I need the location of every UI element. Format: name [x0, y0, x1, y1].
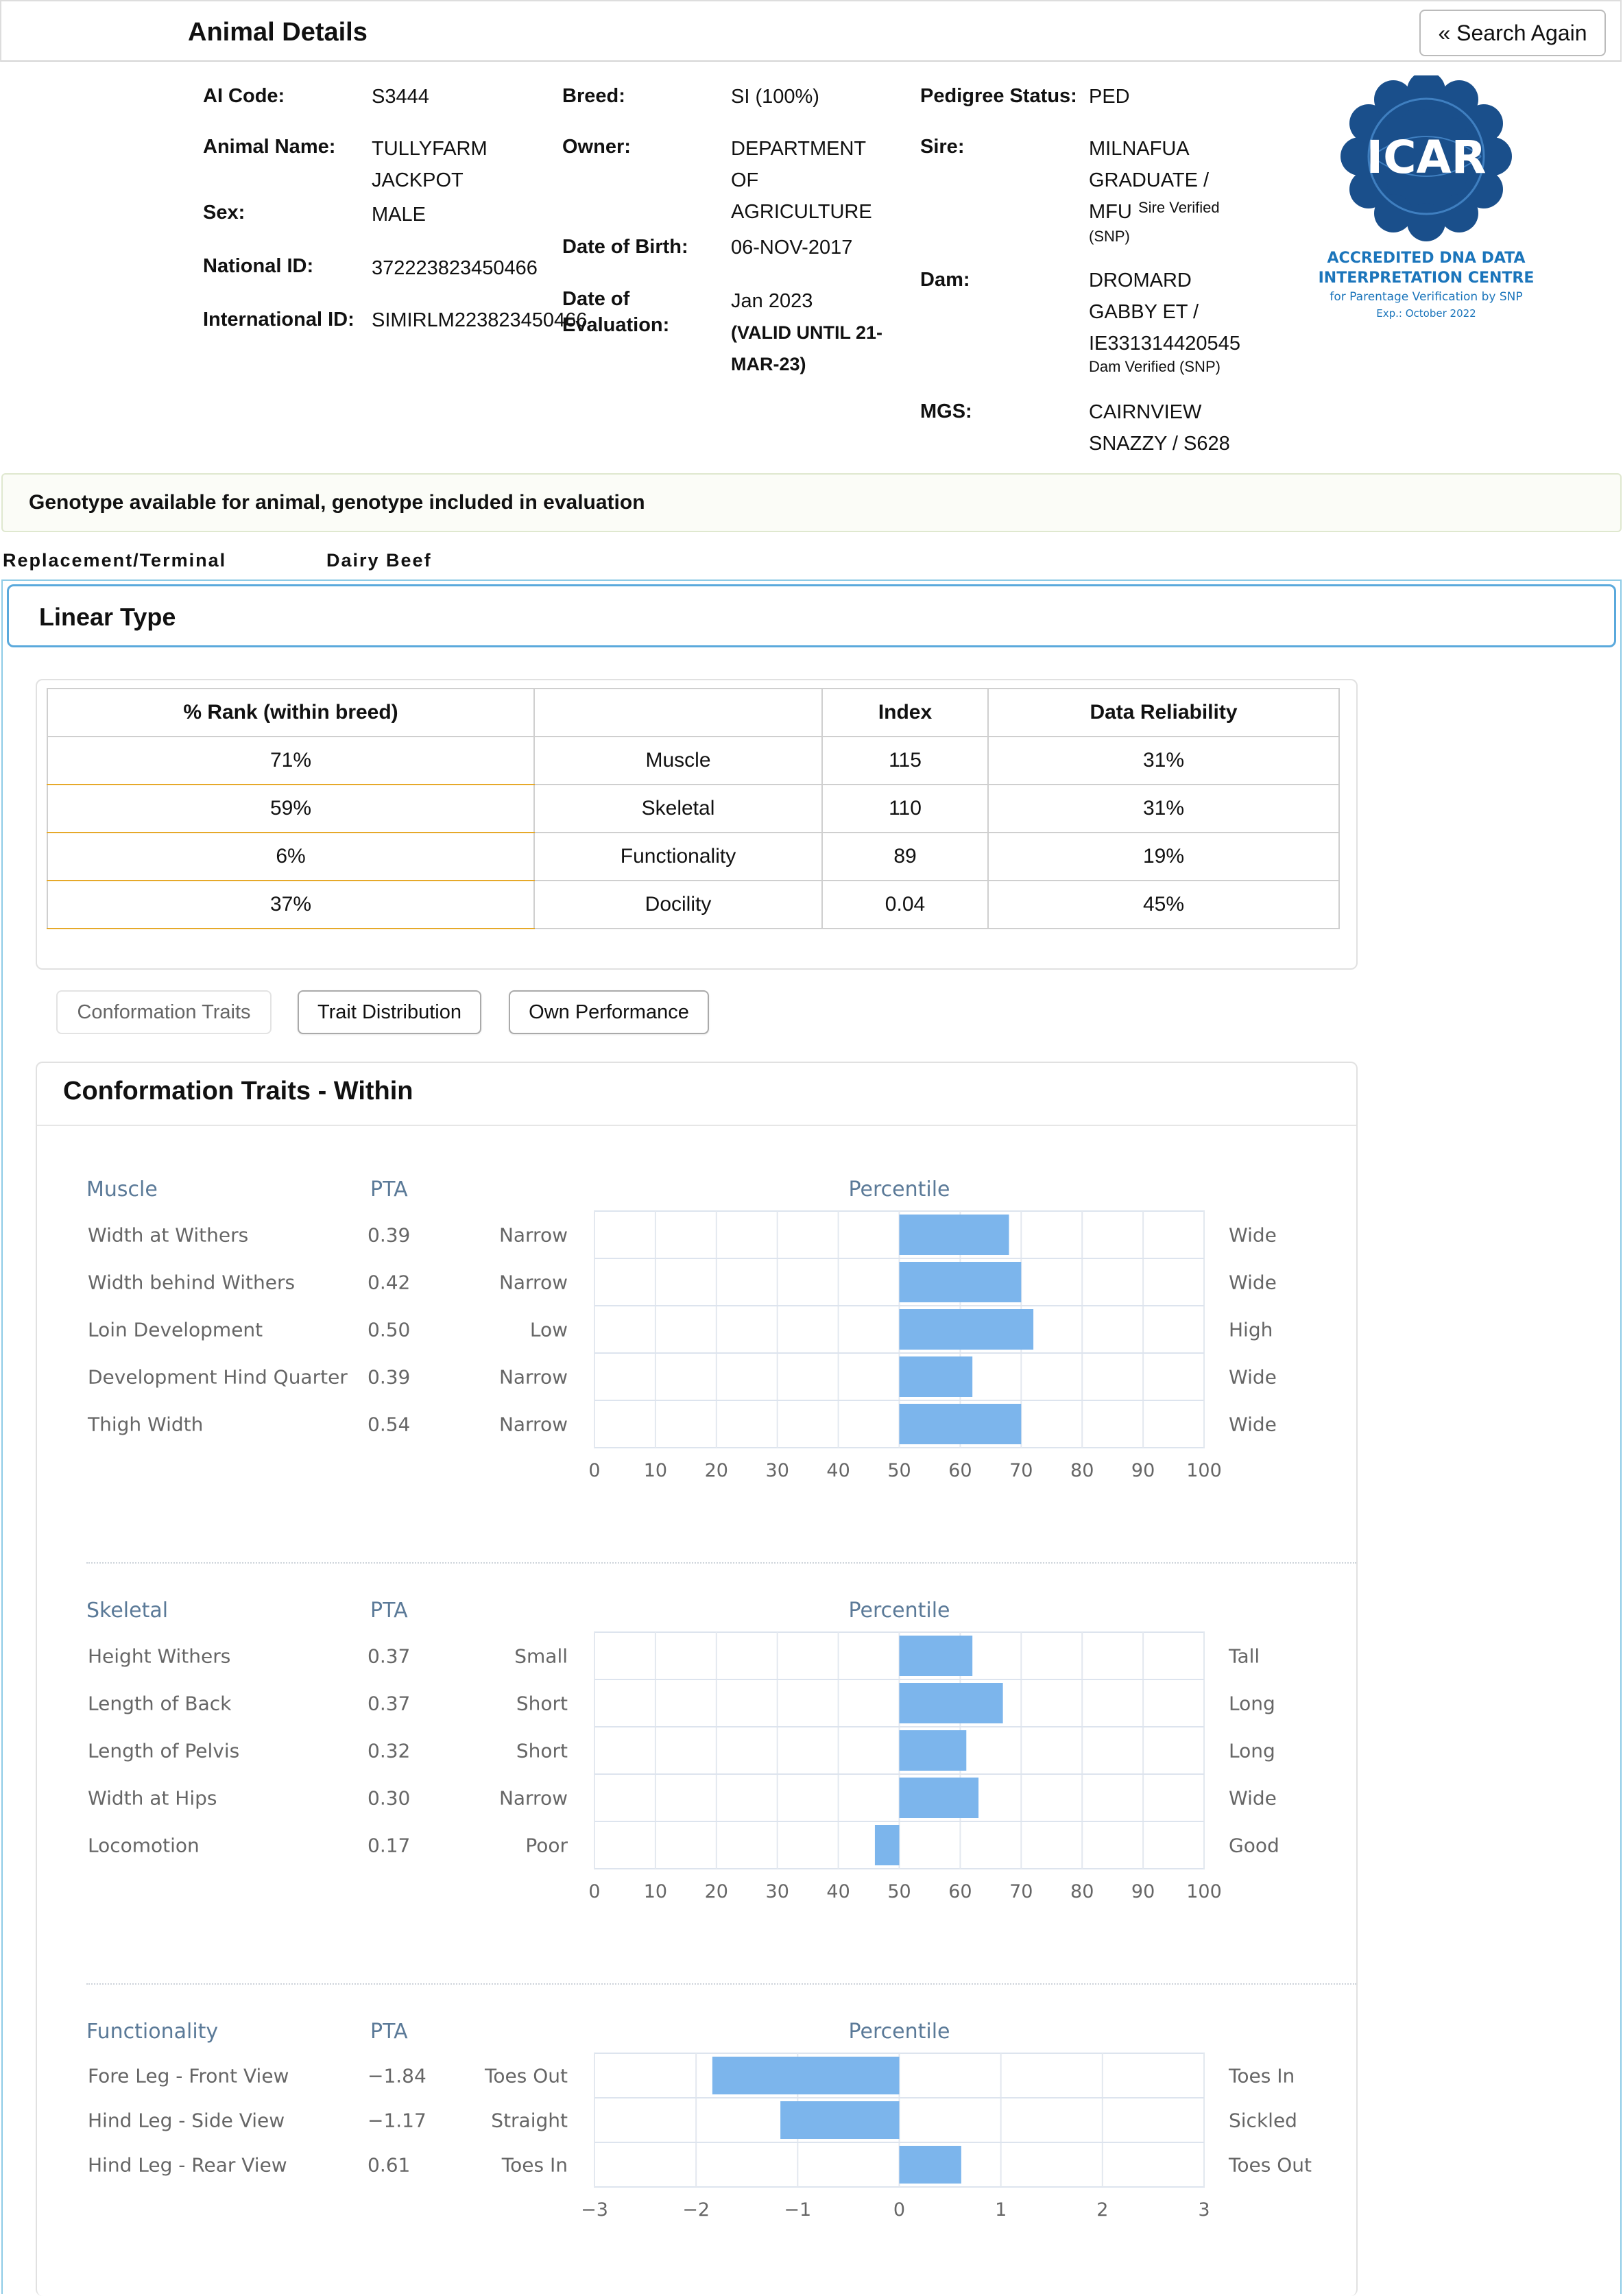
dam-line1: DROMARD [1089, 270, 1192, 291]
pta-value: 0.61 [368, 2153, 411, 2177]
conformation-title: Conformation Traits - Within [63, 1077, 413, 1105]
sex-value: MALE [372, 204, 426, 226]
tick-label: 1 [995, 2199, 1007, 2221]
table-row [47, 833, 1339, 881]
tick-label: 100 [1186, 1460, 1222, 1481]
high-descriptor: Sickled [1229, 2109, 1297, 2132]
table-row [47, 881, 1339, 929]
low-descriptor: Poor [525, 1834, 568, 1857]
trait-name: Hind Leg - Rear View [88, 2153, 287, 2177]
trait-name: Width at Hips [88, 1786, 217, 1810]
percentile-header: Percentile [848, 1599, 950, 1623]
icar-line4: Exp.: October 2022 [1376, 307, 1476, 320]
tick-label: 30 [765, 1460, 789, 1481]
tick-label: 10 [643, 1460, 668, 1481]
pta-value: 0.17 [368, 1834, 411, 1857]
tick-label: 40 [826, 1460, 850, 1481]
table-row [47, 737, 1339, 785]
trait-name: Locomotion [88, 1834, 200, 1857]
tick-label: 90 [1131, 1881, 1155, 1902]
tick-label: 20 [704, 1460, 728, 1481]
sire-line1: MILNAFUA [1089, 138, 1190, 160]
index-cell: 115 [822, 737, 988, 785]
owner-line3: AGRICULTURE [731, 201, 872, 223]
header-reliability: Data Reliability [988, 689, 1339, 737]
tick-label: 0 [893, 2199, 906, 2221]
high-descriptor: Good [1229, 1834, 1279, 1857]
national-id-label: National ID: [203, 255, 314, 277]
genotype-banner-text: Genotype available for animal, genotype included in evaluation [29, 491, 645, 514]
animal-name-line1: TULLYFARM [372, 138, 488, 160]
trait-name: Hind Leg - Side View [88, 2109, 285, 2132]
index-cell: 0.04 [822, 881, 988, 929]
dam-line2: GABBY ET / [1089, 301, 1199, 323]
pta-value: 0.42 [368, 1271, 411, 1294]
icar-line3: for Parentage Verification by SNP [1330, 290, 1523, 304]
low-descriptor: Toes In [501, 2153, 568, 2177]
high-descriptor: Long [1229, 1739, 1275, 1762]
pta-value: 0.30 [368, 1786, 411, 1810]
low-descriptor: Narrow [498, 1786, 568, 1810]
index-cell: 110 [822, 785, 988, 833]
dam-label: Dam: [920, 269, 970, 291]
low-descriptor: Narrow [498, 1271, 568, 1294]
linear-type-header[interactable] [7, 584, 1616, 647]
national-id-value: 372223823450466 [372, 257, 538, 279]
mgs-label: MGS: [920, 400, 972, 422]
tick-label: 10 [643, 1881, 668, 1902]
trait-cell: Muscle [534, 737, 822, 785]
owner-line1: DEPARTMENT [731, 138, 867, 160]
low-descriptor: Toes Out [485, 2064, 568, 2088]
pedigree-value: PED [1089, 86, 1130, 108]
international-id-label: International ID: [203, 309, 354, 331]
low-descriptor: Narrow [498, 1365, 568, 1389]
doe-valid-line1: (VALID UNTIL 21- [731, 322, 883, 343]
low-descriptor: Narrow [498, 1413, 568, 1436]
tick-label: 60 [948, 1881, 972, 1902]
sex-label: Sex: [203, 202, 245, 224]
index-cell: 89 [822, 833, 988, 881]
tick-label: 60 [948, 1460, 972, 1481]
tick-label: 30 [765, 1881, 789, 1902]
pta-value: 0.37 [368, 1645, 411, 1668]
divider [86, 1562, 1356, 1564]
high-descriptor: Toes Out [1229, 2153, 1312, 2177]
genotype-banner [1, 473, 1622, 532]
tick-label: 80 [1070, 1460, 1094, 1481]
sire-label: Sire: [920, 136, 965, 158]
tick-label: 80 [1070, 1881, 1094, 1902]
trait-name: Length of Pelvis [88, 1739, 240, 1762]
trait-name: Fore Leg - Front View [88, 2064, 289, 2088]
sire-verified: Sire Verified [1138, 199, 1220, 216]
low-descriptor: Short [516, 1739, 568, 1762]
icar-line2: INTERPRETATION CENTRE [1318, 270, 1535, 287]
international-id-value: SIMIRLM223823450466 [372, 309, 588, 331]
high-descriptor: Wide [1229, 1365, 1277, 1389]
trait-name: Loin Development [88, 1318, 263, 1341]
tick-label: 40 [826, 1881, 850, 1902]
trait-name: Length of Back [88, 1692, 232, 1715]
table-row [47, 785, 1339, 833]
pta-value: 0.54 [368, 1413, 411, 1436]
chart-section-title: Functionality [86, 2020, 219, 2044]
tick-label: 70 [1009, 1460, 1033, 1481]
trait-name: Width at Withers [88, 1223, 249, 1247]
reliability-cell: 45% [988, 881, 1339, 929]
pta-header: PTA [370, 2020, 408, 2044]
tick-label: 0 [588, 1460, 601, 1481]
sire-line2: GRADUATE / [1089, 169, 1210, 191]
high-descriptor: Wide [1229, 1413, 1277, 1436]
high-descriptor: Wide [1229, 1786, 1277, 1810]
pta-header: PTA [370, 1599, 408, 1623]
high-descriptor: High [1229, 1318, 1273, 1341]
tick-label: 90 [1131, 1460, 1155, 1481]
linear-type-title: Linear Type [39, 603, 176, 631]
tick-label: 3 [1198, 2199, 1210, 2221]
owner-line2: OF [731, 169, 759, 191]
page-title: Animal Details [188, 18, 368, 47]
tick-label: 70 [1009, 1881, 1033, 1902]
pta-value: 0.37 [368, 1692, 411, 1715]
high-descriptor: Wide [1229, 1271, 1277, 1294]
doe-label-line2: Evaluation: [562, 314, 670, 336]
tick-label: 20 [704, 1881, 728, 1902]
owner-label: Owner: [562, 136, 631, 158]
percentile-header: Percentile [848, 2020, 950, 2044]
dob-label: Date of Birth: [562, 236, 688, 258]
header-trait [534, 689, 822, 737]
tick-label: −2 [682, 2199, 710, 2221]
mgs-line2: SNAZZY / S628 [1089, 433, 1230, 455]
animal-name-line2: JACKPOT [372, 169, 464, 191]
trait-cell: Skeletal [534, 785, 822, 833]
pta-header: PTA [370, 1177, 408, 1201]
icar-line1: ACCREDITED DNA DATA [1327, 250, 1526, 267]
dam-line3: IE331314420545 [1089, 333, 1240, 355]
subtab-dairy-beef[interactable]: Dairy Beef [326, 550, 432, 571]
trait-name: Thigh Width [88, 1413, 204, 1436]
breed-value: SI (100%) [731, 86, 819, 108]
search-again-button[interactable]: « Search Again [1419, 10, 1606, 56]
tick-label: 100 [1186, 1881, 1222, 1902]
high-descriptor: Tall [1229, 1645, 1260, 1668]
tick-label: −1 [784, 2199, 812, 2221]
pta-value: 0.50 [368, 1318, 411, 1341]
dam-verified: Dam Verified (SNP) [1089, 358, 1221, 375]
tick-label: 2 [1096, 2199, 1109, 2221]
high-descriptor: Wide [1229, 1223, 1277, 1247]
trait-cell: Functionality [534, 833, 822, 881]
tick-label: 0 [588, 1881, 601, 1902]
high-descriptor: Toes In [1229, 2064, 1295, 2088]
low-descriptor: Low [529, 1318, 568, 1341]
linear-type-table [47, 688, 1340, 929]
divider [86, 1983, 1356, 1985]
percentile-header: Percentile [848, 1177, 950, 1201]
low-descriptor: Narrow [498, 1223, 568, 1247]
low-descriptor: Short [516, 1692, 568, 1715]
tab-own-performance[interactable]: Own Performance [509, 990, 709, 1034]
trait-cell: Docility [534, 881, 822, 929]
tab-trait-distribution[interactable]: Trait Distribution [298, 990, 481, 1034]
trait-name: Width behind Withers [88, 1271, 296, 1294]
high-descriptor: Long [1229, 1692, 1275, 1715]
reliability-cell: 19% [988, 833, 1339, 881]
rank-cell: 59% [47, 785, 534, 833]
low-descriptor: Small [514, 1645, 568, 1668]
doe-label-line1: Date of [562, 288, 630, 310]
breed-label: Breed: [562, 85, 625, 107]
tick-label: 50 [887, 1460, 911, 1481]
chart-section-title: Muscle [86, 1177, 158, 1201]
pta-value: 0.39 [368, 1223, 411, 1247]
tick-label: 50 [887, 1881, 911, 1902]
pta-value: 0.39 [368, 1365, 411, 1389]
sire-snp: (SNP) [1089, 228, 1130, 245]
rank-cell: 6% [47, 833, 534, 881]
pedigree-label: Pedigree Status: [920, 85, 1077, 107]
doe-valid-line2: MAR-23) [731, 354, 806, 374]
reliability-cell: 31% [988, 785, 1339, 833]
dob-value: 06-NOV-2017 [731, 237, 853, 259]
page-header [0, 0, 1622, 62]
chart-section-title: Skeletal [86, 1599, 169, 1623]
animal-name-label: Animal Name: [203, 136, 336, 158]
divider [37, 1125, 1356, 1126]
ai-code-label: AI Code: [203, 85, 285, 107]
rank-cell: 37% [47, 881, 534, 929]
tick-label: −3 [581, 2199, 608, 2221]
low-descriptor: Straight [491, 2109, 568, 2132]
doe-value: Jan 2023 [731, 290, 813, 312]
trait-name: Height Withers [88, 1645, 231, 1668]
trait-name: Development Hind Quarter [88, 1365, 348, 1389]
icar-logo-text: ICAR [1366, 131, 1487, 184]
sire-line3: MFU [1089, 201, 1132, 223]
table-header-row [47, 689, 1339, 737]
subtab-replacement-terminal[interactable]: Replacement/Terminal [3, 550, 227, 571]
icar-logo [1303, 75, 1550, 336]
pta-value: −1.84 [368, 2064, 426, 2088]
pta-value: 0.32 [368, 1739, 411, 1762]
mgs-line1: CAIRNVIEW [1089, 401, 1202, 423]
rank-cell: 71% [47, 737, 534, 785]
tab-conformation-traits[interactable]: Conformation Traits [56, 990, 272, 1034]
reliability-cell: 31% [988, 737, 1339, 785]
pta-value: −1.17 [368, 2109, 426, 2132]
header-index: Index [822, 689, 988, 737]
ai-code-value: S3444 [372, 86, 429, 108]
header-rank: % Rank (within breed) [47, 689, 534, 737]
conformation-card [36, 1062, 1358, 2296]
